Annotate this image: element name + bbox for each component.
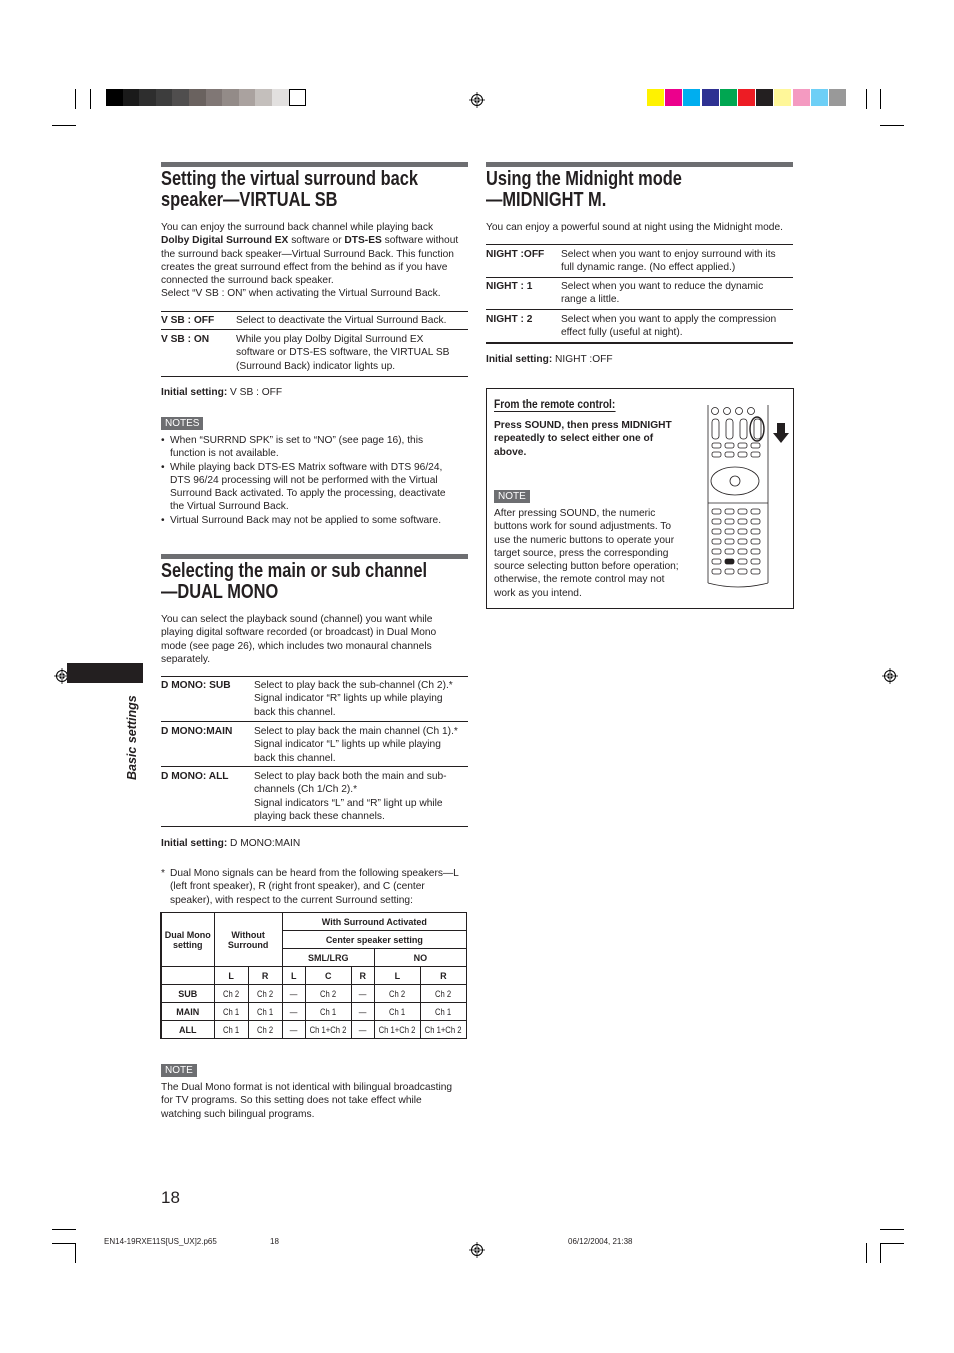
intro-line	[161, 248, 471, 261]
table-column-header: L	[214, 967, 248, 985]
color-swatch	[702, 89, 719, 106]
option-key: D MONO:MAIN	[161, 726, 233, 737]
divider	[161, 676, 468, 677]
option-row	[161, 314, 468, 328]
note-badge: NOTE	[494, 490, 530, 503]
table-header-with-surround: With Surround Activated	[282, 913, 466, 931]
color-swatch	[756, 89, 773, 106]
dual-title-line1: Selecting the main or sub channel	[161, 560, 428, 582]
table-header-center: Center speaker setting	[282, 931, 466, 949]
table-header-without: Without Surround	[214, 913, 282, 967]
table-cell: Ch 2	[424, 985, 463, 1003]
intro-run: DTS-ES	[344, 235, 382, 247]
registration-mark-icon	[469, 1242, 485, 1258]
option-key: V SB : OFF	[161, 315, 215, 326]
section-rule	[161, 554, 468, 559]
midnight-title-line1: Using the Midnight mode	[486, 168, 682, 190]
color-swatch	[829, 89, 846, 106]
side-tab-bar	[67, 663, 143, 683]
option-row	[161, 770, 468, 826]
notes-badge: NOTES	[161, 417, 203, 430]
table-column-header: R	[351, 967, 374, 985]
midnight-title-line2: —MIDNIGHT M.	[486, 189, 607, 211]
vsb-initial-setting	[161, 386, 282, 399]
table-cell: —	[284, 1003, 304, 1021]
option-description: Select when you want to enjoy surround with its full dynamic range. (No effect applied.)	[561, 249, 776, 274]
gray-swatch	[222, 89, 239, 106]
table-row-header: SUB	[161, 985, 214, 1003]
option-row	[161, 725, 468, 767]
table-column-header: L	[282, 967, 305, 985]
table-row	[161, 985, 467, 1003]
table-cell: Ch 1+Ch 2	[309, 1021, 348, 1039]
table-cell: Ch 2	[217, 985, 246, 1003]
table-cell: —	[284, 1021, 304, 1039]
color-swatch	[720, 89, 737, 106]
vsb-notes-list	[161, 434, 471, 527]
color-swatch	[738, 89, 755, 106]
gray-swatch	[139, 89, 156, 106]
table-cell: Ch 1	[378, 1003, 417, 1021]
dual-footnote: * Dual Mono signals can be heard from the following speakers—L (left front speaker), R (right front speaker), and C (center speaker), with respect to the current Surround setting:	[161, 868, 459, 906]
dual-initial-setting	[161, 837, 300, 850]
option-description: Select to play back the main channel (Ch 1).* Signal indicator “L” lights up while playing back this channel.	[254, 726, 458, 764]
dual-note: The Dual Mono format is not identical with bilingual broadcasting for TV programs. So this setting does not take effect while watching such bilingual programs.	[161, 1082, 453, 1120]
footnote-mark: *	[161, 868, 165, 879]
option-key: D MONO: SUB	[161, 680, 231, 691]
section-rule	[486, 162, 793, 167]
table-column-header: L	[374, 967, 420, 985]
initial-value: V SB : OFF	[227, 387, 283, 398]
option-row	[161, 333, 468, 375]
table-column-header: R	[420, 967, 466, 985]
table-header-sml-lrg: SML/LRG	[282, 949, 374, 967]
table-cell: Ch 1	[251, 1003, 280, 1021]
option-key: NIGHT : 1	[486, 281, 533, 292]
note-item: • When “SURRND SPK” is set to “NO” (see page 16), this function is not available.	[161, 434, 471, 461]
page-number: 18	[161, 1188, 180, 1207]
divider	[161, 329, 468, 330]
intro-run: the surround back speaker—Virtual Surround Back. This function	[161, 248, 454, 260]
option-key: NIGHT : 2	[486, 314, 533, 325]
table-body	[161, 985, 467, 1039]
divider	[161, 721, 468, 722]
option-key: D MONO: ALL	[161, 771, 229, 782]
side-tab-label: Basic settings	[125, 695, 139, 780]
option-row	[486, 313, 793, 341]
option-row	[486, 248, 793, 276]
option-line: (Surround Back) indicator lights up.	[236, 360, 396, 372]
dual-intro: You can select the playback sound (channel) you want while playing digital software recorded (or broadcast) in Dual Mono mode (see page 26), which includes two monaural channels separately.	[161, 614, 437, 665]
intro-line	[161, 274, 471, 287]
gray-swatch	[255, 89, 272, 106]
note-item: • Virtual Surround Back may not be applied to some software.	[161, 514, 471, 527]
option-line: While you play Dolby Digital Surround EX	[236, 334, 424, 345]
color-swatch	[793, 89, 810, 106]
divider	[161, 376, 468, 377]
section-rule	[161, 162, 468, 167]
option-description	[236, 333, 449, 373]
table-cell: Ch 1+Ch 2	[424, 1021, 463, 1039]
option-description: Select to play back both the main and sub- channels (Ch 1/Ch 2).* Signal indicators “L” and “R” light up while playing back these channels.	[254, 771, 447, 822]
option-description: Select to play back the sub-channel (Ch 2).* Signal indicator “R” lights up while playing back this channel.	[254, 680, 453, 718]
color-swatch	[647, 89, 664, 106]
divider	[486, 277, 793, 278]
intro-run: You can enjoy the surround back channel while playing back	[161, 222, 434, 233]
table-header-setting: Dual Mono setting	[161, 913, 214, 967]
side-tab	[125, 690, 145, 780]
table-cell: Ch 2	[251, 985, 280, 1003]
gray-swatch	[189, 89, 206, 106]
intro-line	[161, 234, 471, 247]
divider	[486, 342, 793, 344]
table-cell: Ch 1	[217, 1021, 246, 1039]
vsb-title-line2: speaker—VIRTUAL SB	[161, 189, 338, 211]
initial-value: D MONO:MAIN	[227, 838, 301, 849]
vsb-title-line1: Setting the virtual surround back	[161, 168, 418, 190]
table-column-header: R	[248, 967, 282, 985]
table-row	[161, 1021, 467, 1039]
dual-mono-table	[160, 912, 467, 1039]
table-cell: —	[353, 985, 373, 1003]
table-cell: —	[353, 1003, 373, 1021]
table-cell: Ch 2	[378, 985, 417, 1003]
midnight-intro: You can enjoy a powerful sound at night using the Midnight mode.	[486, 222, 783, 233]
intro-line	[161, 221, 471, 234]
option-row	[486, 280, 793, 308]
registration-mark-icon	[882, 668, 898, 684]
option-description: Select when you want to reduce the dynamic range a little.	[561, 281, 764, 306]
remote-note: After pressing SOUND, the numeric buttons work for sound adjustments. To use the numeric buttons to operate your target source, press the corresponding source selecting button before operation; otherwise, the remote control may not work as you intend.	[494, 508, 679, 599]
table-cell: Ch 1+Ch 2	[378, 1021, 417, 1039]
intro-run: connected the surround back speaker.	[161, 275, 334, 287]
table-column-row	[161, 967, 467, 985]
color-swatch	[774, 89, 791, 106]
option-description: Select to deactivate the Virtual Surround Back.	[236, 315, 447, 326]
divider	[161, 766, 468, 767]
table-cell: Ch 1	[217, 1003, 246, 1021]
gray-swatch	[289, 89, 306, 106]
note-badge: NOTE	[161, 1064, 197, 1077]
footer-file: EN14-19RXE11S[US_UX]2.p65	[104, 1237, 217, 1246]
table-row	[161, 1003, 467, 1021]
table-cell-empty	[161, 967, 214, 985]
remote-instruction: Press SOUND, then press MIDNIGHT repeatedly to select either one of above.	[494, 420, 672, 458]
remote-control-icon	[705, 405, 791, 591]
intro-line	[161, 261, 471, 274]
initial-label: Initial setting:	[486, 354, 553, 365]
color-swatch	[683, 89, 700, 106]
intro-run: Select “V SB : ON” when activating the Virtual Surround Back.	[161, 288, 441, 300]
gray-swatch	[156, 89, 173, 106]
table-row-header: MAIN	[161, 1003, 214, 1021]
intro-line	[161, 287, 471, 300]
footer-datetime: 06/12/2004, 21:38	[568, 1237, 633, 1246]
table-cell: Ch 2	[309, 985, 348, 1003]
initial-value: NIGHT :OFF	[552, 354, 613, 365]
note-item: • While playing back DTS-ES Matrix software with DTS 96/24, DTS 96/24 processing will not be performed with the Virtual Surround Back activated. To apply the processing, deactivate the Virtual Surround Back.	[161, 461, 471, 514]
vsb-intro	[161, 221, 471, 301]
gray-swatch	[172, 89, 189, 106]
divider	[161, 826, 468, 827]
option-line: software or DTS-ES software, the VIRTUAL SB	[236, 347, 450, 359]
divider	[486, 244, 793, 245]
table-cell: Ch 1	[424, 1003, 463, 1021]
gray-swatch	[123, 89, 140, 106]
divider	[486, 309, 793, 310]
dual-title-line2: —DUAL MONO	[161, 581, 279, 603]
midnight-initial-setting	[486, 353, 613, 366]
option-key: NIGHT :OFF	[486, 249, 545, 260]
table-cell: Ch 2	[251, 1021, 280, 1039]
color-swatch	[665, 89, 682, 106]
table-column-header: C	[305, 967, 351, 985]
option-row	[161, 679, 468, 721]
initial-label: Initial setting:	[161, 387, 228, 398]
table-cell: —	[353, 1021, 373, 1039]
table-cell: —	[284, 985, 304, 1003]
color-swatch	[811, 89, 828, 106]
option-description: Select when you want to apply the compression effect fully (useful at night).	[561, 314, 777, 339]
remote-control-box	[486, 388, 794, 609]
intro-run: Dolby Digital Surround EX	[161, 235, 289, 247]
table-row-header: ALL	[161, 1021, 214, 1039]
footer-page: 18	[270, 1237, 279, 1246]
intro-run: creates the great surround effect from the behind as if you have	[161, 261, 448, 273]
gray-swatch	[272, 89, 289, 106]
gray-swatch	[106, 89, 123, 106]
gray-swatch	[239, 89, 256, 106]
table-cell: Ch 1	[309, 1003, 348, 1021]
gray-swatch	[206, 89, 223, 106]
remote-heading: From the remote control:	[494, 397, 616, 411]
intro-run: software without	[381, 235, 459, 247]
intro-run: software or	[288, 235, 345, 247]
initial-label: Initial setting:	[161, 838, 228, 849]
table-header-no: NO	[374, 949, 466, 967]
divider	[161, 311, 468, 312]
registration-mark-icon	[469, 92, 485, 108]
option-key: V SB : ON	[161, 334, 210, 345]
